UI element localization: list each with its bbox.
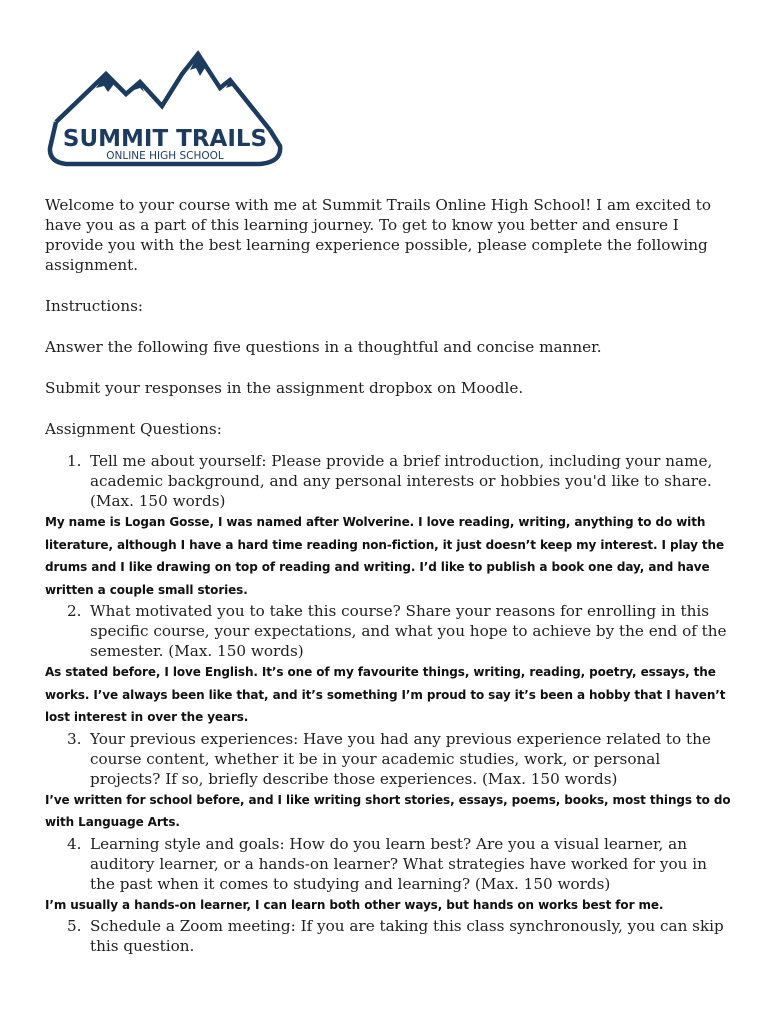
- question-number: 2.: [67, 602, 82, 620]
- questions-list: [45, 451, 735, 956]
- instructions-heading: Instructions:: [45, 297, 144, 315]
- instruction-submit: Submit your responses in the assignment dropbox on Moodle.: [45, 379, 524, 397]
- questions-heading: Assignment Questions:: [45, 420, 222, 438]
- question-item: [45, 916, 735, 956]
- answer-text: As stated before, I love English. It’s one of my favourite things, writing, reading, poetry, essays, the works. I’ve always been like that, and it’s something I’m proud to say it’s been a hobby that I haven’t lost interest in over the years.: [45, 665, 726, 724]
- question-number: 1.: [67, 452, 82, 470]
- question-number: 4.: [67, 834, 82, 853]
- question-text: Schedule a Zoom meeting: If you are taking this class synchronously, you can skip this question.: [90, 917, 724, 955]
- mountain-logo-icon: [44, 48, 288, 172]
- question-item: [45, 834, 735, 917]
- school-logo: [44, 48, 288, 172]
- question-text: Your previous experiences: Have you had any previous experience related to the course content, whether it be in your academic studies, work, or personal projects? If so, briefly describe those experiences. (Max. 150 words): [90, 729, 711, 788]
- document-body: [45, 195, 735, 956]
- answer-text: I’m usually a hands-on learner, I can learn both other ways, but hands on works best for me.: [45, 897, 664, 912]
- question-number: 3.: [67, 729, 82, 748]
- answer-text: My name is Logan Gosse, I was named after Wolverine. I love reading, writing, anything to do with literature, although I have a hard time reading non-fiction, it just doesn’t keep my interest. I play the drums and I like drawing on top of reading and writing. I’d like to publish a book one day, and have written a couple small stories.: [45, 515, 725, 597]
- question-item: [45, 601, 735, 729]
- question-number: 5.: [67, 917, 82, 935]
- logo-subtitle: ONLINE HIGH SCHOOL: [106, 150, 224, 162]
- logo-name: SUMMIT TRAILS: [62, 126, 268, 152]
- question-text: Learning style and goals: How do you learn best? Are you a visual learner, an auditory learner, or a hands-on learner? What strategies have worked for you in the past when it comes to studying and learning? (Max. 150 words): [90, 834, 707, 893]
- answer-text: I’ve written for school before, and I like writing short stories, essays, poems, books, most things to do with Language Arts.: [45, 792, 731, 829]
- question-text: What motivated you to take this course? Share your reasons for enrolling in this specific course, your expectations, and what you hope to achieve by the end of the semester. (Max. 150 words): [90, 602, 727, 660]
- intro-paragraph: Welcome to your course with me at Summit Trails Online High School! I am excited to have you as a part of this learning journey. To get to know you better and ensure I provide you with the best learning experience possible, please complete the following assignment.: [45, 196, 712, 274]
- instruction-answer: Answer the following five questions in a thoughtful and concise manner.: [45, 338, 602, 356]
- question-text: Tell me about yourself: Please provide a brief introduction, including your name, academic background, and any personal interests or hobbies you'd like to share. (Max. 150 words): [90, 452, 713, 510]
- question-item: [45, 729, 735, 834]
- question-item: [45, 451, 735, 601]
